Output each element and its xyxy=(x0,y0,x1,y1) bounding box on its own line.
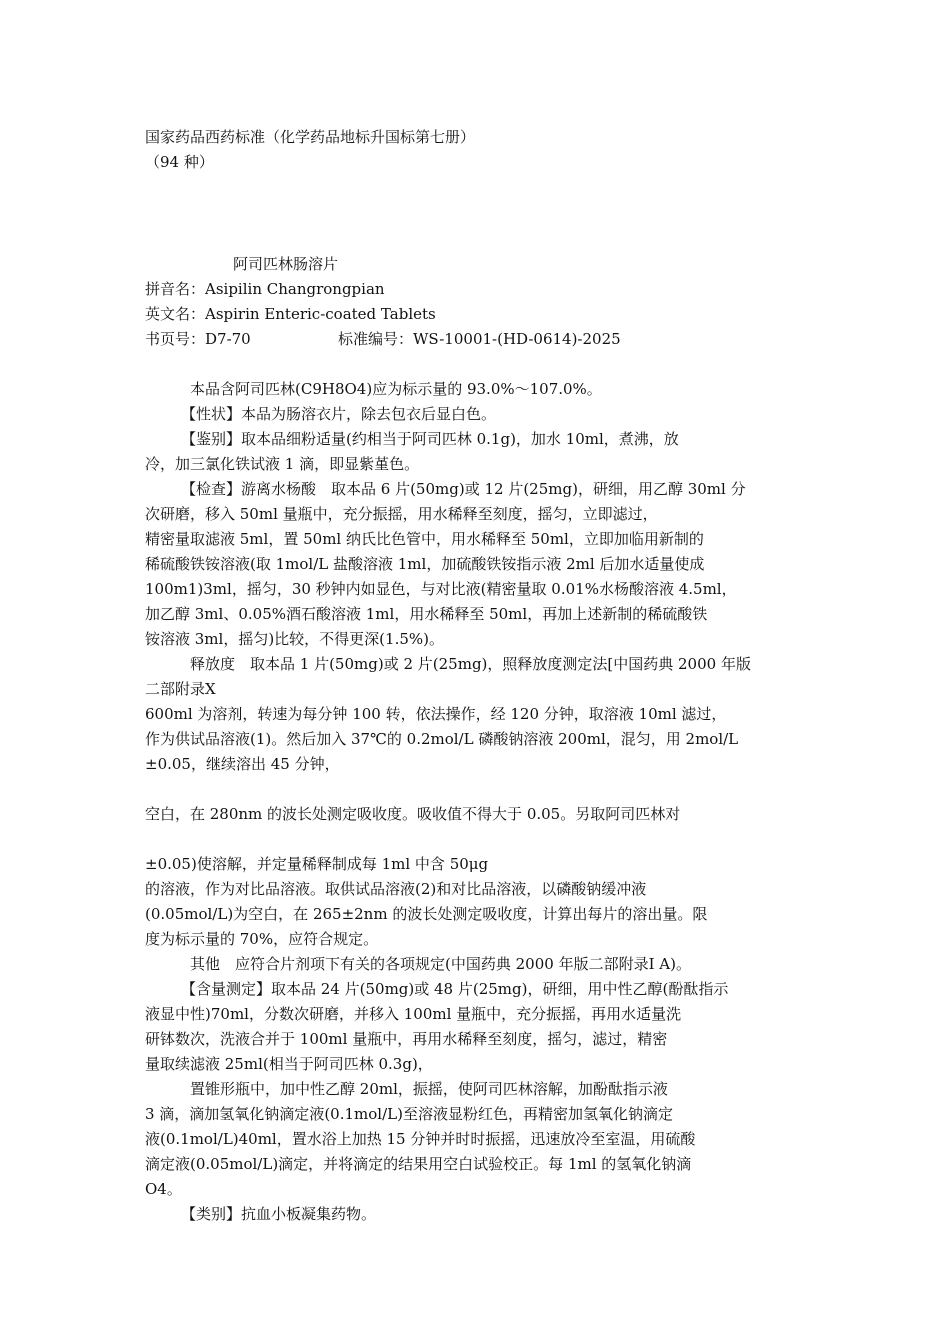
assay-line-7: 液(0.1mol/L)40ml，置水浴上加热 15 分钟并时时振摇，迅速放冷至室温，用硫酸 xyxy=(145,1130,696,1148)
english-name: 英文名：Aspirin Enteric-coated Tablets xyxy=(145,305,436,323)
traits-paragraph: 【性状】本品为肠溶衣片，除去包衣后显白色。 xyxy=(181,405,497,423)
content-paragraph: 本品含阿司匹林(C9H8O4)应为标示量的 93.0%～107.0%。 xyxy=(190,380,602,398)
header-line-2: （94 种） xyxy=(145,153,214,171)
category-paragraph: 【类别】抗血小板凝集药物。 xyxy=(181,1205,377,1223)
pinyin-name: 拼音名：Asipilin Changrongpian xyxy=(145,280,385,298)
page-number: 书页号：D7-70 xyxy=(145,330,251,348)
assay-line-9: O4。 xyxy=(145,1180,182,1198)
check-line-7: 铵溶液 3ml，摇匀)比较，不得更深(1.5%)。 xyxy=(145,630,444,648)
release-line-8: 的溶液，作为对比品溶液。取供试品溶液(2)和对比品溶液，以磷酸钠缓冲液 xyxy=(145,880,647,898)
identification-line-2: 冷，加三氯化铁试液 1 滴，即显紫堇色。 xyxy=(145,455,420,473)
check-line-3: 精密量取滤液 5ml，置 50ml 纳氏比色管中，用水稀释至 50ml，立即加临用新制的 xyxy=(145,530,704,548)
assay-line-1: 【含量测定】取本品 24 片(50mg)或 48 片(25mg)，研细，用中性乙醇(酚酞指示 xyxy=(181,980,729,998)
release-line-2: 二部附录Ⅹ xyxy=(145,680,216,698)
assay-line-5: 置锥形瓶中，加中性乙醇 20ml，振摇，使阿司匹林溶解，加酚酞指示液 xyxy=(190,1080,668,1098)
check-line-6: 加乙醇 3ml、0.05%酒石酸溶液 1ml，用水稀释至 50ml，再加上述新制的稀硫酸铁 xyxy=(145,605,708,623)
drug-title: 阿司匹林肠溶片 xyxy=(233,255,339,273)
assay-line-3: 研钵数次，洗液合并于 100ml 量瓶中，再用水稀释至刻度，摇匀，滤过，精密 xyxy=(145,1030,668,1048)
release-line-5: ±0.05，继续溶出 45 分钟， xyxy=(145,755,340,773)
release-line-7: ±0.05)使溶解，并定量稀释制成每 1ml 中含 50μg xyxy=(145,855,489,873)
release-line-1: 释放度 取本品 1 片(50mg)或 2 片(25mg)，照释放度测定法[中国药典 2000 年版 xyxy=(190,655,751,673)
check-line-2: 次研磨，移入 50ml 量瓶中，充分振摇，用水稀释至刻度，摇匀，立即滤过， xyxy=(145,505,658,523)
other-paragraph: 其他 应符合片剂项下有关的各项规定(中国药典 2000 年版二部附录Ⅰ A)。 xyxy=(190,955,691,973)
check-line-1: 【检查】游离水杨酸 取本品 6 片(50mg)或 12 片(25mg)，研细，用乙醇 30ml 分 xyxy=(181,480,746,498)
assay-line-8: 滴定液(0.05mol/L)滴定，并将滴定的结果用空白试验校正。每 1ml 的氢氧化钠滴 xyxy=(145,1155,692,1173)
release-line-4: 作为供试品溶液(1)。然后加入 37℃的 0.2mol/L 磷酸钠溶液 200ml，混匀，用 2mol/L xyxy=(145,730,739,748)
assay-line-2: 液显中性)70ml，分数次研磨，并移入 100ml 量瓶中，充分振摇，再用水适量洗 xyxy=(145,1005,682,1023)
assay-line-4: 量取续滤液 25ml(相当于阿司匹林 0.3g)， xyxy=(145,1055,433,1073)
check-line-4: 稀硫酸铁铵溶液(取 1mol/L 盐酸溶液 1ml，加硫酸铁铵指示液 2ml 后加水适量使成 xyxy=(145,555,705,573)
check-line-5: 100m1)3ml，摇匀，30 秒钟内如显色，与对比液(精密量取 0.01%水杨酸溶液 4.5ml， xyxy=(145,580,737,598)
assay-line-6: 3 滴，滴加氢氧化钠滴定液(0.1mol/L)至溶液显粉红色，再精密加氢氧化钠滴定 xyxy=(145,1105,673,1123)
release-line-6: 空白，在 280nm 的波长处测定吸收度。吸收值不得大于 0.05。另取阿司匹林对 xyxy=(145,805,681,823)
release-line-10: 度为标示量的 70%，应符合规定。 xyxy=(145,930,379,948)
header-line-1: 国家药品西药标准（化学药品地标升国标第七册） xyxy=(145,128,476,146)
page-and-standard-line xyxy=(145,329,845,349)
release-line-3: 600ml 为溶剂，转速为每分钟 100 转，依法操作，经 120 分钟，取溶液 10ml 滤过， xyxy=(145,705,727,723)
identification-line-1: 【鉴别】取本品细粉适量(约相当于阿司匹林 0.1g)，加水 10ml，煮沸，放 xyxy=(181,430,679,448)
release-line-9: (0.05mol/L)为空白，在 265±2nm 的波长处测定吸收度，计算出每片的溶出量。限 xyxy=(145,905,708,923)
standard-number: 标准编号：WS-10001-(HD-0614)-2025 xyxy=(338,330,621,348)
